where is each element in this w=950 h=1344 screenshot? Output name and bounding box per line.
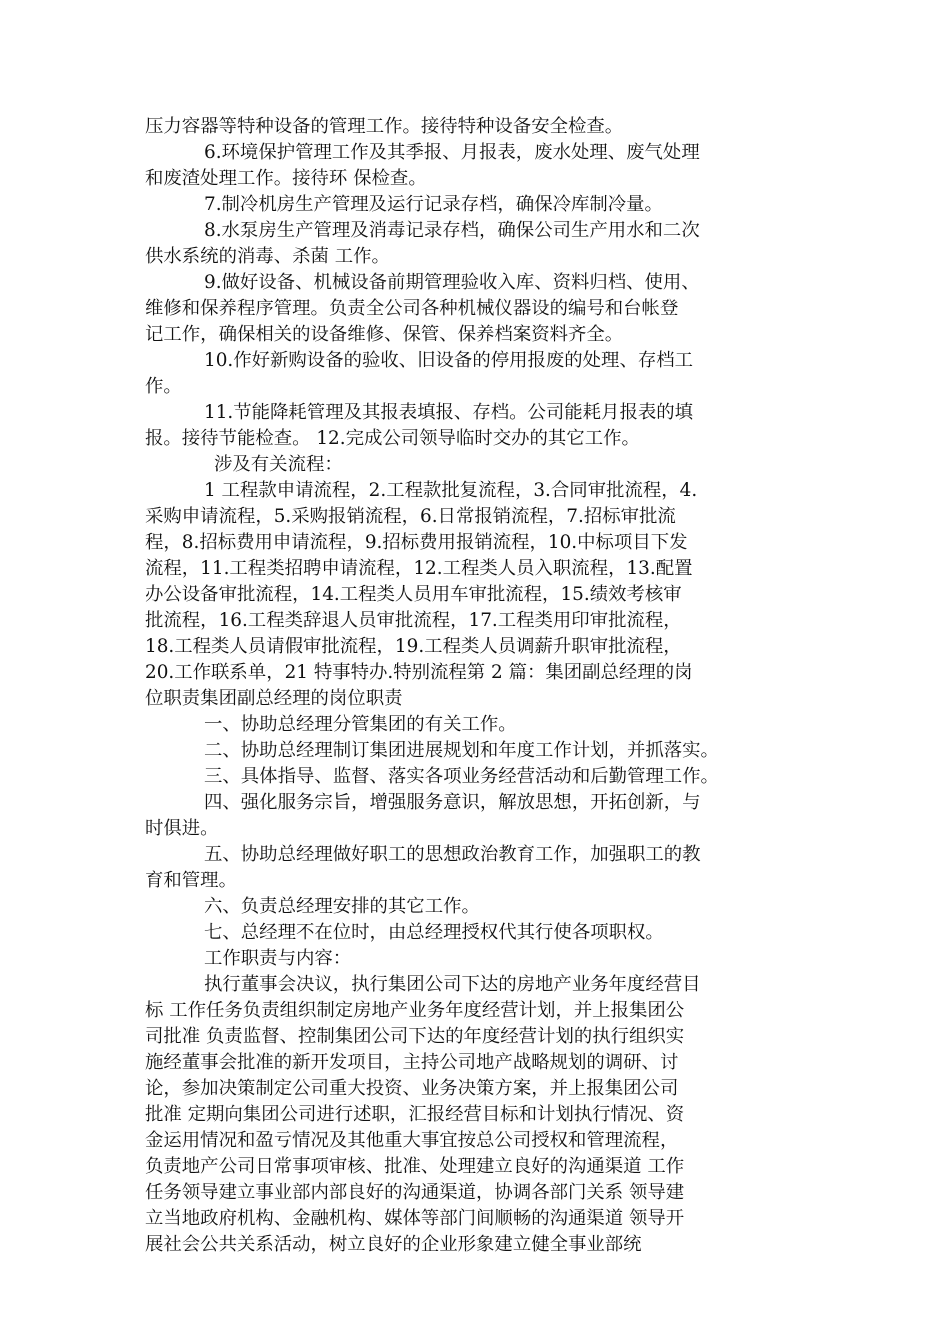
text-line: 工作职责与内容：	[204, 948, 352, 969]
text-line: 立当地政府机构、金融机构、媒体等部门间顺畅的沟通渠道 领导开	[145, 1208, 685, 1229]
text-line: 涉及有关流程：	[214, 454, 343, 475]
text-line: 批流程，16.工程类辞退人员审批流程，17.工程类用印审批流程，	[145, 610, 682, 631]
text-line: 二、协助总经理制订集团进展规划和年度工作计划，并抓落实。	[204, 740, 719, 761]
text-line: 司批准 负责监督、控制集团公司下达的年度经营计划的执行组织实	[145, 1026, 685, 1047]
text-line: 批准 定期向集团公司进行述职，汇报经营目标和计划执行情况、资	[145, 1104, 685, 1125]
text-line: 论，参加决策制定公司重大投资、业务决策方案，并上报集团公司	[145, 1078, 679, 1099]
text-line: 8.水泵房生产管理及消毒记录存档，确保公司生产用水和二次	[204, 220, 700, 241]
text-line: 任务领导建立事业部内部良好的沟通渠道，协调各部门关系 领导建	[145, 1182, 685, 1203]
text-line: 施经董事会批准的新开发项目，主持公司地产战略规划的调研、讨	[145, 1052, 679, 1073]
text-line: 执行董事会决议，执行集团公司下达的房地产业务年度经营目	[204, 974, 701, 995]
text-line: 11.节能降耗管理及其报表填报、存档。公司能耗月报表的填	[204, 402, 694, 423]
text-line: 办公设备审批流程，14.工程类人员用车审批流程，15.绩效考核审	[145, 584, 682, 605]
text-line: 20.工作联系单，21 特事特办.特别流程第 2 篇：集团副总经理的岗	[145, 662, 693, 683]
text-line: 一、协助总经理分管集团的有关工作。	[204, 714, 517, 735]
text-line: 1 工程款申请流程，2.工程款批复流程，3.合同审批流程，4.	[204, 480, 698, 501]
text-line: 供水系统的消毒、杀菌 工作。	[145, 246, 390, 267]
text-line: 育和管理。	[145, 870, 237, 891]
document-body	[145, 114, 815, 1258]
text-line: 三、具体指导、监督、落实各项业务经营活动和后勤管理工作。	[204, 766, 719, 787]
text-line: 位职责集团副总经理的岗位职责	[145, 688, 403, 709]
text-line: 18.工程类人员请假审批流程，19.工程类人员调薪升职审批流程，	[145, 636, 682, 657]
text-line: 记工作，确保相关的设备维修、保管、保养档案资料齐全。	[145, 324, 624, 345]
text-line: 6.环境保护管理工作及其季报、月报表，废水处理、废气处理	[204, 142, 700, 163]
text-line: 7.制冷机房生产管理及运行记录存档，确保冷库制冷量。	[204, 194, 663, 215]
text-line: 金运用情况和盈亏情况及其他重大事宜按总公司授权和管理流程，	[145, 1130, 679, 1151]
text-line: 采购申请流程，5.采购报销流程，6.日常报销流程，7.招标审批流	[145, 506, 676, 527]
text-line: 五、协助总经理做好职工的思想政治教育工作，加强职工的教	[204, 844, 701, 865]
text-line: 作。	[145, 376, 182, 397]
text-line: 七、总经理不在位时，由总经理授权代其行使各项职权。	[204, 922, 664, 943]
text-line: 标 工作任务负责组织制定房地产业务年度经营计划，并上报集团公	[145, 1000, 685, 1021]
text-line: 程，8.招标费用申请流程，9.招标费用报销流程，10.中标项目下发	[145, 532, 688, 553]
text-line: 报。接待节能检查。 12.完成公司领导临时交办的其它工作。	[145, 428, 640, 449]
text-line: 和废渣处理工作。接待环 保检查。	[145, 168, 427, 189]
text-line: 四、强化服务宗旨，增强服务意识，解放思想，开拓创新，与	[204, 792, 701, 813]
text-line: 流程，11.工程类招聘申请流程，12.工程类人员入职流程，13.配置	[145, 558, 693, 579]
text-line: 10.作好新购设备的验收、旧设备的停用报废的处理、存档工	[204, 350, 694, 371]
text-line: 六、负责总经理安排的其它工作。	[204, 896, 480, 917]
text-line: 压力容器等特种设备的管理工作。接待特种设备安全检查。	[145, 116, 624, 137]
text-line: 负责地产公司日常事项审核、批准、处理建立良好的沟通渠道 工作	[145, 1156, 685, 1177]
text-line: 9.做好设备、机械设备前期管理验收入库、资料归档、使用、	[204, 272, 700, 293]
text-line: 时俱进。	[145, 818, 219, 839]
text-line: 维修和保养程序管理。负责全公司各种机械仪器设的编号和台帐登	[145, 298, 679, 319]
text-line: 展社会公共关系活动，树立良好的企业形象建立健全事业部统	[145, 1234, 642, 1255]
